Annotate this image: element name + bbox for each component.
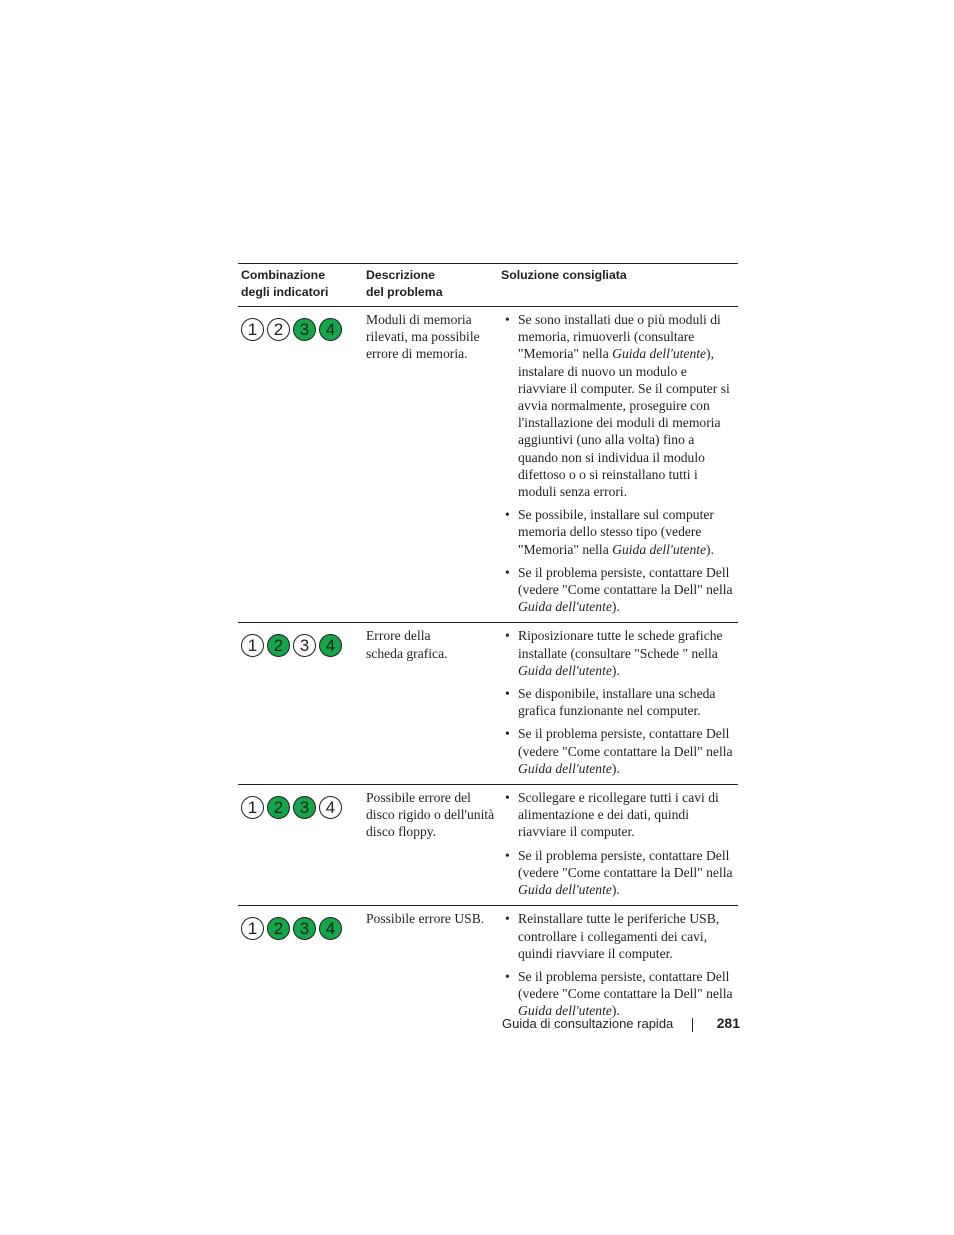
table-body xyxy=(238,307,738,1027)
table-header xyxy=(238,264,738,307)
diagnostic-lights xyxy=(241,909,363,940)
solution-text: ). xyxy=(611,599,620,615)
description-line: Possibile errore del xyxy=(366,790,471,806)
bullet-icon: • xyxy=(505,726,510,742)
diagnostic-light-1-off: 1 xyxy=(241,634,264,657)
description-line: disco rigido o dell'unità xyxy=(366,807,495,823)
diagnostic-light-4-on: 4 xyxy=(319,917,342,940)
bullet-icon: • xyxy=(505,911,510,927)
recommended-solution xyxy=(498,788,738,898)
user-guide-reference: Guida dell'utente xyxy=(518,662,612,678)
user-guide-reference: Guida dell'utente xyxy=(518,1003,612,1019)
bullet-icon: • xyxy=(505,312,510,327)
diagnostic-light-3-off: 3 xyxy=(293,634,316,657)
solution-text: Se il problema persiste, contattare Dell (vedere "Come contattare la Dell" nella xyxy=(518,847,733,880)
diagnostic-light-2-on: 2 xyxy=(267,796,290,819)
solution-item xyxy=(501,685,738,719)
solution-list xyxy=(501,311,738,615)
indicator-cell xyxy=(238,626,363,777)
solution-item xyxy=(501,311,738,500)
solution-text: Se sono installati due o più moduli di memoria, rimuoverli (consultare "Memoria" nella xyxy=(518,312,721,362)
bullet-icon: • xyxy=(505,507,510,523)
solution-text: Scollegare e ricollegare tutti i cavi di alimentazione e dei dati, quindi riavviare il computer. xyxy=(518,790,719,840)
diagnostic-light-3-on: 3 xyxy=(293,917,316,940)
problem-description xyxy=(363,310,498,615)
solution-text: ). xyxy=(611,760,620,776)
solution-item xyxy=(501,506,738,558)
diagnostic-light-4-on: 4 xyxy=(319,318,342,341)
user-guide-reference: Guida dell'utente xyxy=(612,541,707,557)
solution-item xyxy=(501,789,738,841)
user-guide-reference: Guida dell'utente xyxy=(518,760,612,776)
table-row xyxy=(238,906,738,1026)
diagnostic-lights xyxy=(241,310,363,341)
indicator-cell xyxy=(238,310,363,615)
footer-title: Guida di consultazione rapida xyxy=(502,1016,674,1031)
diagnostic-lights-table xyxy=(238,263,738,1027)
diagnostic-lights xyxy=(241,788,363,819)
diagnostic-light-4-on: 4 xyxy=(319,634,342,657)
solution-text: Se il problema persiste, contattare Dell (vedere "Come contattare la Dell" nella xyxy=(518,968,733,1002)
diagnostic-light-4-off: 4 xyxy=(319,796,342,819)
solution-text: Se il problema persiste, contattare Dell (vedere "Come contattare la Dell" nella xyxy=(518,564,733,598)
solution-text: Se possibile, installare sul computer memoria dello stesso tipo (vedere "Memoria" nella xyxy=(518,507,714,557)
bullet-icon: • xyxy=(505,686,510,702)
bullet-icon: • xyxy=(505,790,510,806)
indicator-cell xyxy=(238,909,363,1019)
solution-item xyxy=(501,725,738,777)
solution-item xyxy=(501,564,738,616)
description-line: disco floppy. xyxy=(366,824,437,840)
solution-item xyxy=(501,627,738,679)
solution-text: Se il problema persiste, contattare Dell (vedere "Come contattare la Dell" nella xyxy=(518,726,733,759)
description-line: rilevati, ma possibile xyxy=(366,329,480,345)
bullet-icon: • xyxy=(505,847,510,863)
description-line: Errore della xyxy=(366,628,431,644)
solution-text: ). xyxy=(611,882,620,898)
description-line: Moduli di memoria xyxy=(366,312,472,327)
diagnostic-light-3-on: 3 xyxy=(293,318,316,341)
description-line: scheda grafica. xyxy=(366,645,448,661)
indicator-cell xyxy=(238,788,363,898)
user-guide-reference: Guida dell'utente xyxy=(518,882,612,898)
solution-item xyxy=(501,910,738,962)
diagnostic-light-1-off: 1 xyxy=(241,796,264,819)
solution-list xyxy=(501,627,738,777)
recommended-solution xyxy=(498,909,738,1019)
diagnostic-light-2-on: 2 xyxy=(267,634,290,657)
solution-text: Riposizionare tutte le schede grafiche installate (consultare "Schede " nella xyxy=(518,628,723,661)
user-guide-reference: Guida dell'utente xyxy=(518,599,612,615)
problem-description xyxy=(363,909,498,1019)
solution-item xyxy=(501,847,738,899)
diagnostic-lights xyxy=(241,626,363,657)
diagnostic-light-2-on: 2 xyxy=(267,917,290,940)
bullet-icon: • xyxy=(505,564,510,580)
page-number: 281 xyxy=(716,1015,740,1031)
table-row xyxy=(238,307,738,623)
solution-text: Reinstallare tutte le periferiche USB, controllare i collegamenti dei cavi, quindi riavviare il computer. xyxy=(518,911,720,961)
bullet-icon: • xyxy=(505,968,510,984)
header-problem-description: Descrizione del problema xyxy=(366,268,443,299)
solution-text: ). xyxy=(611,1003,620,1019)
diagnostic-light-1-off: 1 xyxy=(241,318,264,341)
problem-description xyxy=(363,626,498,777)
header-recommended-solution: Soluzione consigliata xyxy=(501,268,627,282)
solution-list xyxy=(501,910,738,1019)
solution-text: ). xyxy=(611,662,620,678)
recommended-solution xyxy=(498,626,738,777)
header-indicator-combination: Combinazione degli indicatori xyxy=(241,268,329,299)
diagnostic-light-1-off: 1 xyxy=(241,917,264,940)
solution-text: ), instalare di nuovo un modulo e riavviare il computer. Se il computer si avvia normalmente, proseguire con l'installazione dei moduli di memoria aggiuntivi (uno alla volta) fino a quando non si individua il modulo difettoso o o si reinstallano tutti i moduli senza errori. xyxy=(518,346,730,500)
table-row xyxy=(238,623,738,785)
solution-list xyxy=(501,789,738,898)
footer-separator xyxy=(692,1018,693,1032)
solution-item xyxy=(501,968,738,1020)
user-guide-reference: Guida dell'utente xyxy=(612,346,707,362)
solution-text: Se disponibile, installare una scheda grafica funzionante nel computer. xyxy=(518,686,716,719)
solution-text: ). xyxy=(706,541,714,557)
description-line: errore di memoria. xyxy=(366,346,468,362)
page-footer xyxy=(500,1015,740,1035)
bullet-icon: • xyxy=(505,628,510,644)
diagnostic-light-2-off: 2 xyxy=(267,318,290,341)
diagnostic-light-3-on: 3 xyxy=(293,796,316,819)
recommended-solution xyxy=(498,310,738,615)
description-line: Possibile errore USB. xyxy=(366,911,485,927)
table-row xyxy=(238,785,738,906)
problem-description xyxy=(363,788,498,898)
